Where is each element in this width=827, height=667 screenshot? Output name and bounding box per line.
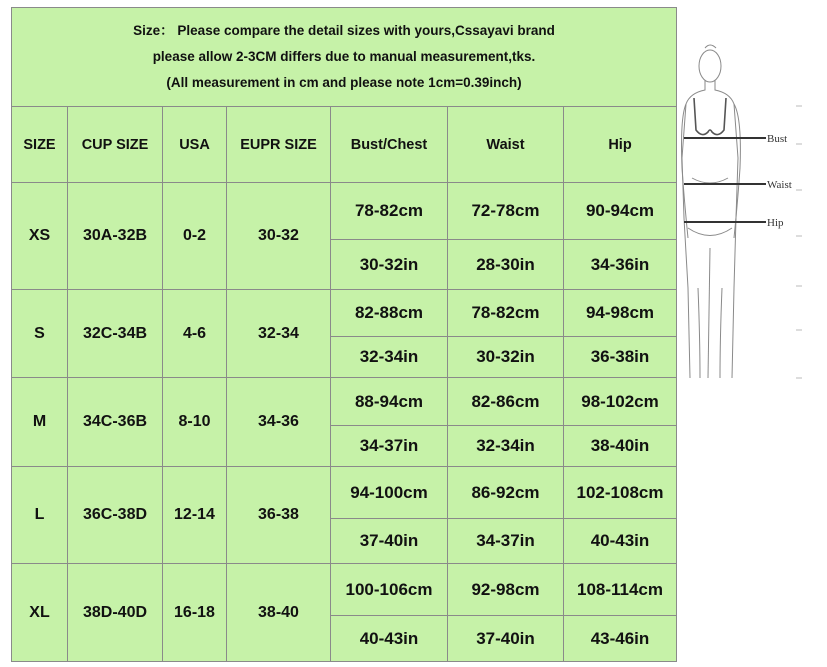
column-header: CUP SIZE (68, 107, 163, 183)
column-header: Waist (448, 107, 564, 183)
usa-size-cell: 16-18 (163, 564, 227, 662)
bust-inch-cell: 34-37in (331, 426, 448, 467)
waist-label: Waist (767, 179, 792, 191)
waist-cm-cell: 86-92cm (448, 467, 564, 519)
size-cell: XS (11, 183, 68, 290)
bust-inch-cell: 30-32in (331, 240, 448, 290)
bust-cm-cell: 82-88cm (331, 290, 448, 337)
head-outline (699, 50, 721, 82)
waist-inch-cell: 37-40in (448, 616, 564, 662)
waist-cm-cell: 82-86cm (448, 378, 564, 426)
bust-inch-cell: 37-40in (331, 519, 448, 564)
waist-cm-cell: 92-98cm (448, 564, 564, 616)
bust-inch-cell: 40-43in (331, 616, 448, 662)
size-cell: S (11, 290, 68, 378)
eupr-size-cell: 36-38 (227, 467, 331, 564)
column-header: EUPR SIZE (227, 107, 331, 183)
hip-cm-cell: 94-98cm (564, 290, 677, 337)
waist-inch-cell: 32-34in (448, 426, 564, 467)
column-header: Bust/Chest (331, 107, 448, 183)
size-cell: XL (11, 564, 68, 662)
size-table (11, 107, 677, 662)
bust-inch-cell: 32-34in (331, 337, 448, 378)
cup-size-cell: 36C-38D (68, 467, 163, 564)
bust-cm-cell: 78-82cm (331, 183, 448, 240)
hip-cm-cell: 108-114cm (564, 564, 677, 616)
body-measurement-figure (678, 38, 818, 388)
usa-size-cell: 12-14 (163, 467, 227, 564)
bust-cm-cell: 100-106cm (331, 564, 448, 616)
waist-inch-cell: 30-32in (448, 337, 564, 378)
hip-label: Hip (767, 217, 784, 229)
cup-size-cell: 34C-36B (68, 378, 163, 467)
column-header: USA (163, 107, 227, 183)
eupr-size-cell: 38-40 (227, 564, 331, 662)
hip-cm-cell: 102-108cm (564, 467, 677, 519)
size-cell: L (11, 467, 68, 564)
hip-inch-cell: 36-38in (564, 337, 677, 378)
hip-inch-cell: 43-46in (564, 616, 677, 662)
hip-cm-cell: 98-102cm (564, 378, 677, 426)
eupr-size-cell: 30-32 (227, 183, 331, 290)
size-chart (11, 7, 677, 662)
cup-size-cell: 38D-40D (68, 564, 163, 662)
waist-inch-cell: 34-37in (448, 519, 564, 564)
body-outline-illustration (678, 38, 818, 388)
waist-cm-cell: 78-82cm (448, 290, 564, 337)
usa-size-cell: 4-6 (163, 290, 227, 378)
bust-label: Bust (767, 133, 788, 145)
hip-inch-cell: 38-40in (564, 426, 677, 467)
bust-cm-cell: 88-94cm (331, 378, 448, 426)
waist-inch-cell: 28-30in (448, 240, 564, 290)
eupr-size-cell: 32-34 (227, 290, 331, 378)
eupr-size-cell: 34-36 (227, 378, 331, 467)
waist-cm-cell: 72-78cm (448, 183, 564, 240)
size-chart-header (11, 7, 677, 107)
header-line-1: Size： Please compare the detail sizes with yours,Cssayavi brand (133, 23, 555, 38)
bust-cm-cell: 94-100cm (331, 467, 448, 519)
header-line-2: please allow 2-3CM differs due to manual measurement,tks. (152, 49, 536, 64)
usa-size-cell: 0-2 (163, 183, 227, 290)
cup-size-cell: 32C-34B (68, 290, 163, 378)
column-header: Hip (564, 107, 677, 183)
hip-inch-cell: 34-36in (564, 240, 677, 290)
column-header: SIZE (11, 107, 68, 183)
usa-size-cell: 8-10 (163, 378, 227, 467)
hip-inch-cell: 40-43in (564, 519, 677, 564)
size-cell: M (11, 378, 68, 467)
cup-size-cell: 30A-32B (68, 183, 163, 290)
header-line-3: (All measurement in cm and please note 1cm=0.39inch) (166, 75, 522, 90)
hip-cm-cell: 90-94cm (564, 183, 677, 240)
